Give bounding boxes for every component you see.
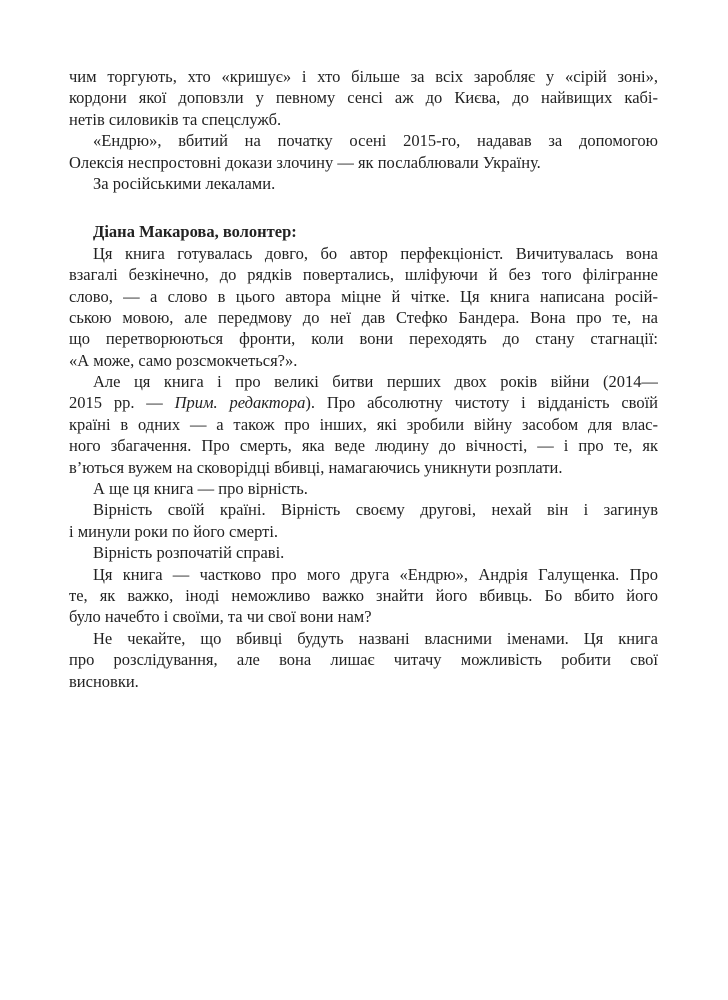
text-line [69, 152, 658, 173]
text-segment: про розслідування, але вона лишає читачу можливість робити свої [69, 650, 658, 670]
text-line [69, 109, 658, 130]
text-line [69, 585, 658, 606]
text-segment: Вірність своїй країні. Вірність своєму другові, нехай він і загинув [93, 500, 658, 520]
text-segment: Олексія неспростовні докази злочину — як послаблювали Україну. [69, 152, 541, 172]
text-line [69, 264, 658, 285]
text-segment: висновки. [69, 671, 139, 691]
text-segment: ). Про абсолютну чистоту і відданість своїй [305, 393, 658, 413]
text-line [69, 66, 658, 87]
text-line [69, 521, 658, 542]
paragraph-lekala [69, 173, 658, 194]
text-line [69, 671, 658, 692]
text-segment: Ця книга — частково про мого друга «Ендрю», Андрія Галущенка. Про [93, 564, 658, 584]
text-segment: «А може, само розсмокчеться?». [69, 350, 298, 370]
text-segment: Ця книга готувалась довго, бо автор перфекціоніст. Вичитувалась вона [93, 243, 658, 263]
text-line [69, 350, 658, 371]
text-segment: те, як важко, іноді неможливо важко знайти його вбивць. Бо вбито його [69, 585, 658, 605]
paragraph-continuation [69, 66, 658, 130]
text-segment: Не чекайте, що вбивці будуть названі власними іменами. Ця книга [93, 628, 658, 648]
paragraph-loyalty-intro [69, 478, 658, 499]
text-segment: «Ендрю», вбитий на початку осені 2015-го, надавав за допомогою [93, 131, 658, 151]
text-segment: Але ця книга і про великі битви перших двох років війни (2014— [93, 372, 658, 392]
paragraph-loyalty-cause [69, 542, 658, 563]
text-line [69, 414, 658, 435]
text-segment: А ще ця книга — про вірність. [93, 479, 308, 499]
text-segment: взагалі безкінечно, до рядків повертались, шліфуючи й без того філігранне [69, 265, 658, 285]
text-line [69, 606, 658, 627]
text-segment: За російськими лекалами. [93, 173, 276, 193]
text-line [69, 173, 658, 194]
text-segment: кордони якої доповзли у певному сенсі аж до Києва, до найвищих кабі- [69, 88, 658, 108]
text-segment: слово, — а слово в цього автора міцне й чітке. Ця книга написана росій- [69, 286, 658, 306]
text-line [69, 130, 658, 151]
section-heading-diana-makarova [69, 221, 658, 242]
text-line [69, 371, 658, 392]
paragraph-book-preparation [69, 243, 658, 371]
text-line [69, 457, 658, 478]
text-segment: ською мовою, але передмову до неї дав Стефко Бандера. Вона про те, на [69, 307, 658, 327]
text-segment: Вірність розпочатій справі. [93, 543, 285, 563]
text-segment: нетів силовиків та спецслужб. [69, 109, 282, 129]
text-segment: було начебто і своїми, та чи свої вони нам? [69, 607, 372, 627]
text-segment: країні в одних — а також про інших, які зробили війну засобом для влас- [69, 414, 658, 434]
text-segment: Діана Макарова, волонтер: [93, 222, 297, 242]
paragraph-endru [69, 130, 658, 173]
text-line [69, 87, 658, 108]
paragraph-great-battles [69, 371, 658, 478]
text-line [69, 243, 658, 264]
text-line [69, 328, 658, 349]
editor-note-italic: Прим. редактора [174, 393, 306, 413]
text-line [69, 628, 658, 649]
page-text-block [69, 66, 658, 692]
text-line [69, 435, 658, 456]
paragraph-conclusion [69, 628, 658, 692]
text-segment: 2015 рр. — [69, 393, 175, 413]
text-line [69, 542, 658, 563]
text-line [69, 221, 658, 242]
text-line [69, 392, 658, 413]
text-segment: ного збагачення. Про смерть, яка веде людину до вічності, — і про те, як [69, 436, 658, 456]
paragraph-loyalty-country [69, 499, 658, 542]
paragraph-about-friend [69, 564, 658, 628]
text-line [69, 564, 658, 585]
text-line [69, 499, 658, 520]
text-line [69, 286, 658, 307]
text-segment: в’ються вужем на сковорідці вбивці, намагаючись уникнути розплати. [69, 457, 563, 477]
text-line [69, 307, 658, 328]
text-segment: і минули роки по його смерті. [69, 521, 279, 541]
text-segment: чим торгують, хто «кришує» і хто більше за всіх заробляє у «сірій зоні», [69, 67, 658, 86]
text-line [69, 649, 658, 670]
text-segment: що перетворюються фронти, коли вони переходять до стану стагнації: [69, 329, 658, 349]
text-line [69, 478, 658, 499]
